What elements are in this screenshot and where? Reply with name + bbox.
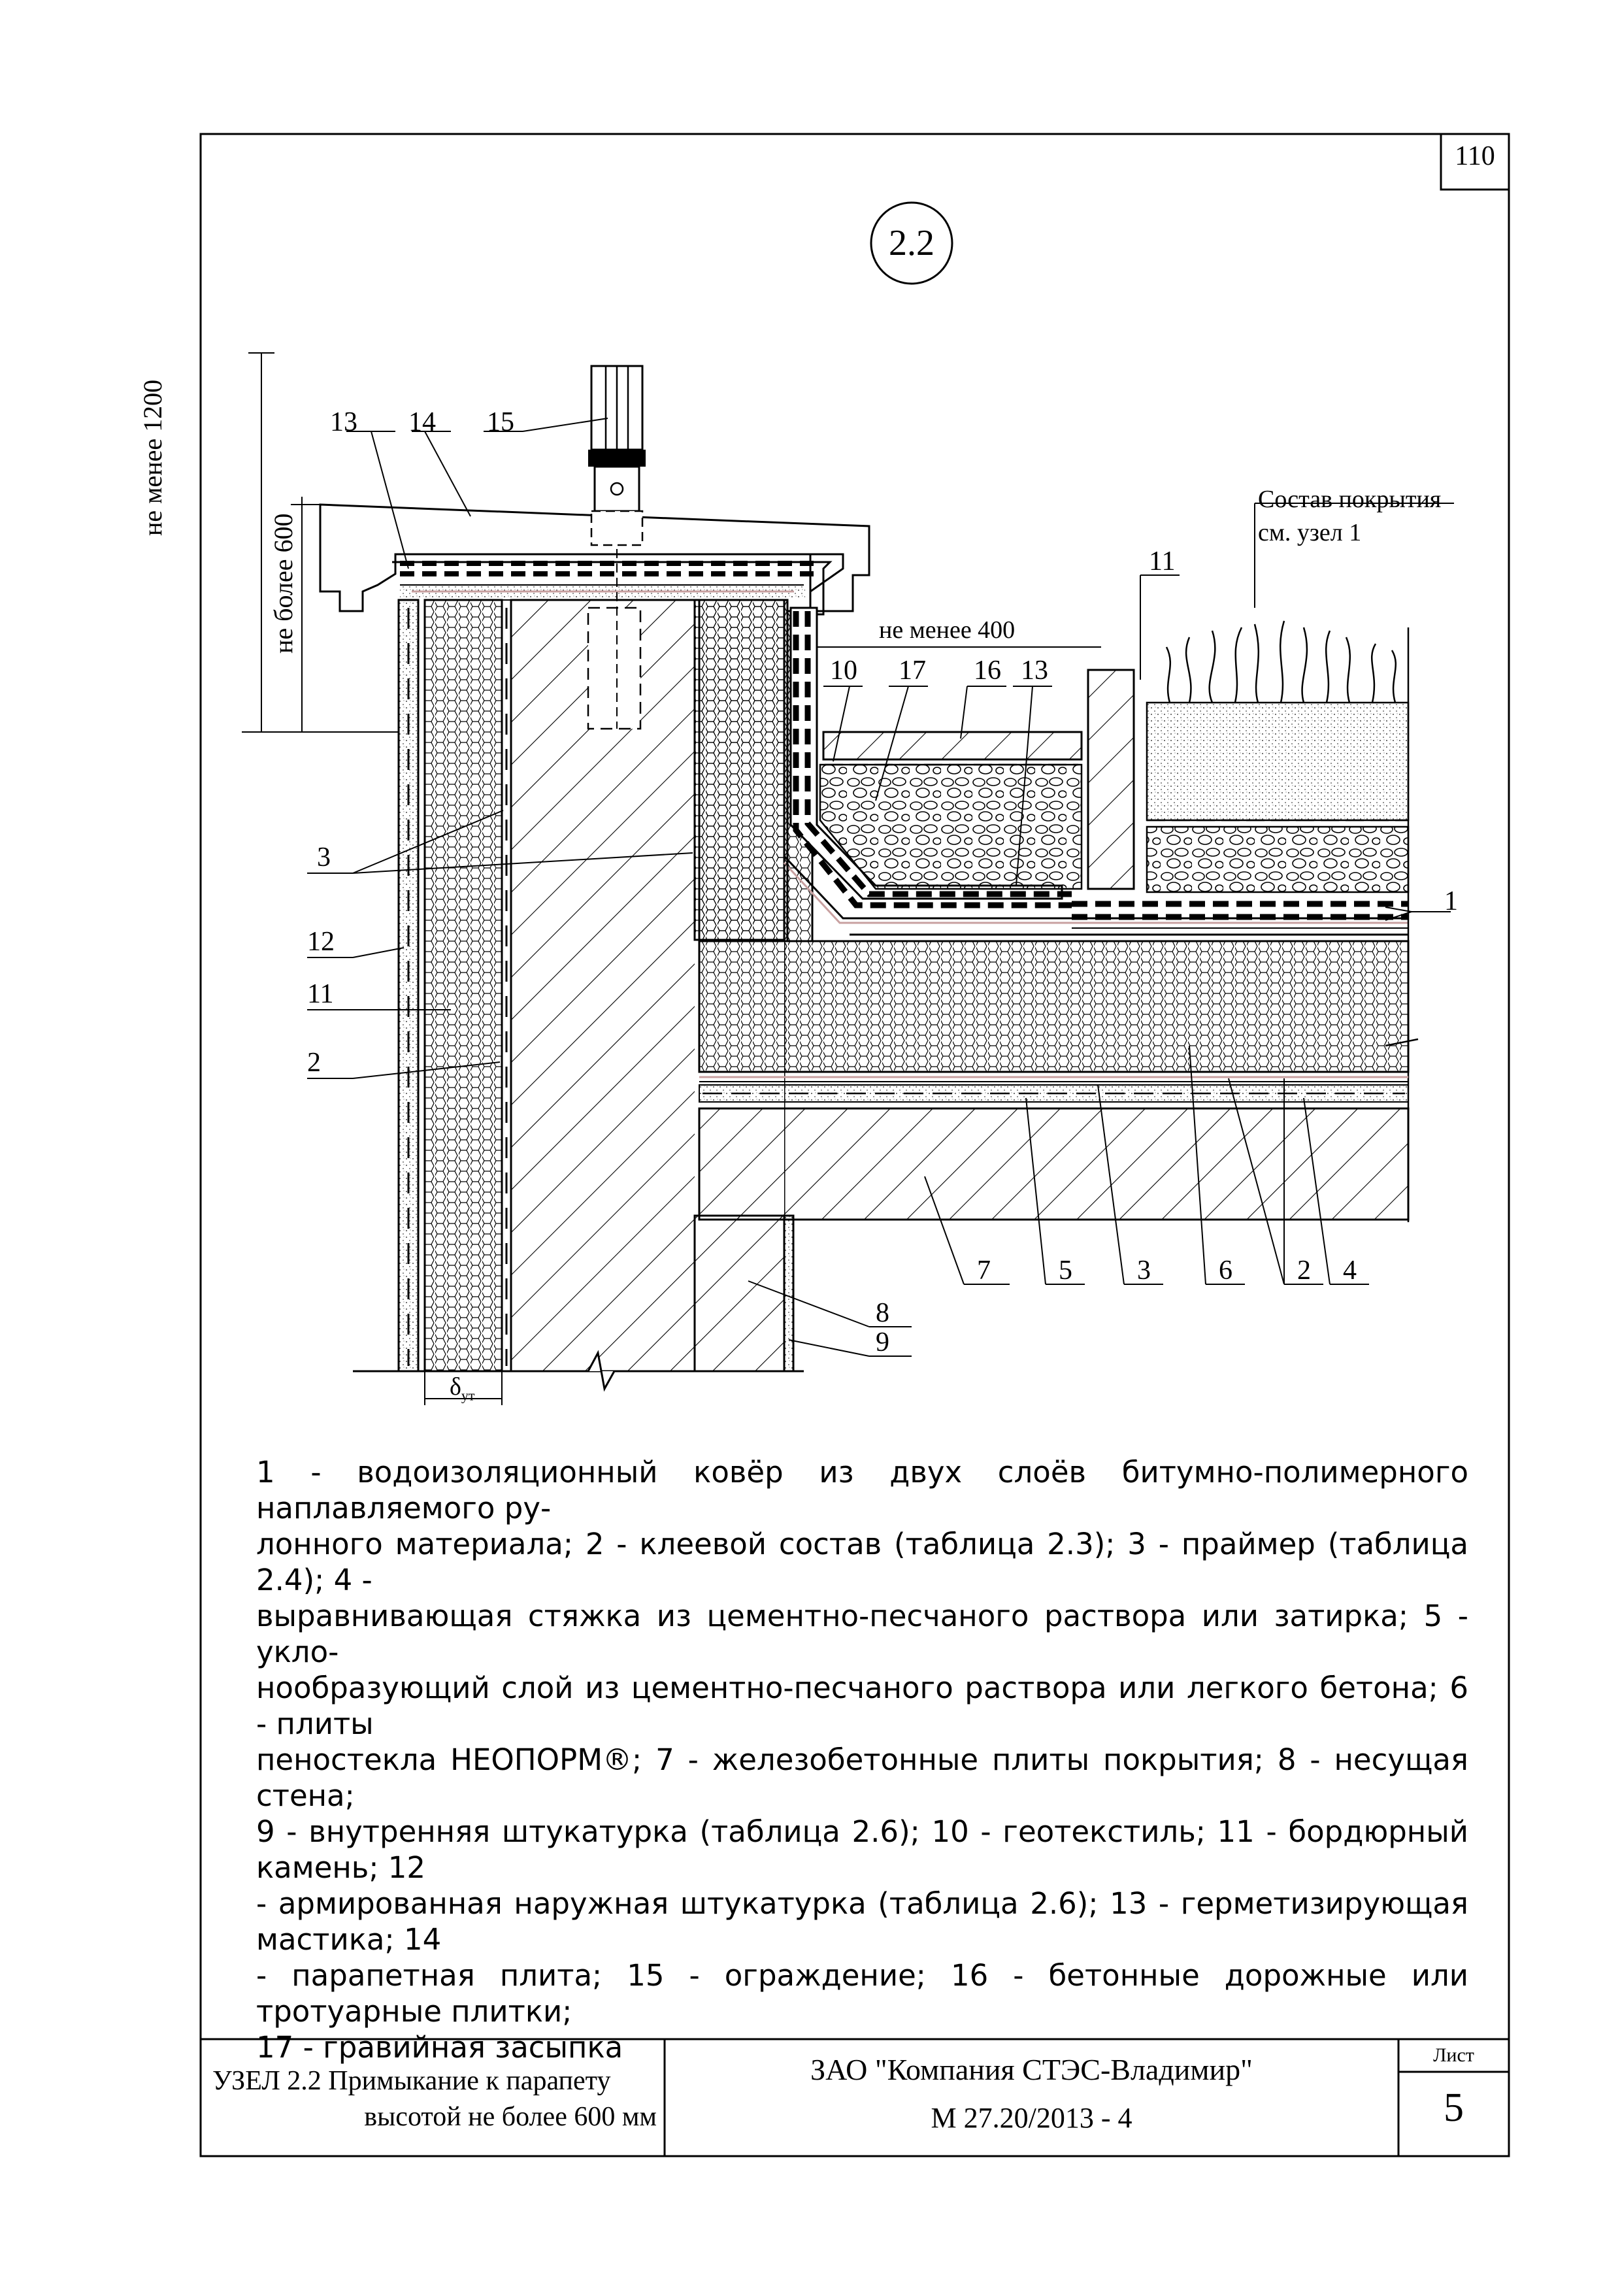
callout-2-left: 2 [307, 1048, 321, 1078]
callout-9: 9 [876, 1327, 889, 1357]
wall-insulation [425, 600, 502, 1371]
legend-line: нообразующий слой из цементно-песчаного раствора или легкого бетона; 6 - плиты [256, 1671, 1468, 1741]
legend [256, 1454, 1468, 2065]
callout-3-bottom: 3 [1137, 1256, 1151, 1286]
callout-10: 10 [830, 656, 857, 686]
legend-line: 1 - водоизоляционный ковёр из двух слоёв битумно-полимерного наплавляемого ру- [256, 1455, 1468, 1525]
callout-3-left: 3 [317, 842, 331, 873]
paving-tile [823, 732, 1082, 759]
border-stone [1088, 670, 1134, 889]
roof-insulation [699, 941, 1408, 1072]
title-line2: высотой не более 600 мм [364, 2102, 657, 2132]
company-name: ЗАО "Компания СТЭС-Владимир" [810, 2053, 1253, 2086]
legend-line: лонного материала; 2 - клеевой состав (таблица 2.3); 3 - праймер (таблица 2.4); 4 - [256, 1527, 1468, 1597]
sheet-label: Лист [1433, 2044, 1474, 2066]
legend-line: пеностекла НЕОПОРМ®; 7 - железобетонные плиты покрытия; 8 - несущая стена; [256, 1742, 1468, 1813]
roof-slab [699, 1108, 1408, 1220]
dim-vertical-outer: не менее 1200 [138, 379, 167, 536]
legend-line: выравнивающая стяжка из цементно-песчаного раствора или затирка; 5 - укло- [256, 1599, 1468, 1669]
dim-horizontal: не менее 400 [879, 616, 1016, 644]
callout-5: 5 [1059, 1256, 1072, 1286]
callout-13-top: 13 [330, 407, 357, 437]
callout-1: 1 [1444, 886, 1458, 916]
doc-code: М 27.20/2013 - 4 [931, 2102, 1132, 2134]
callout-16: 16 [974, 656, 1001, 686]
callout-6: 6 [1219, 1256, 1232, 1286]
legend-line: - парапетная плита; 15 - ограждение; 16 - бетонные дорожные или тротуарные плитки; [256, 1958, 1468, 2029]
callout-15: 15 [487, 407, 514, 437]
grass-icon [1166, 621, 1396, 703]
roof-note-line1: Состав покрытия [1258, 486, 1442, 513]
roof-note-line2: см. узел 1 [1258, 519, 1362, 546]
legend-line: 17 - гравийная засыпка [256, 2030, 623, 2065]
legend-line: - армированная наружная штукатурка (таблица 2.6); 13 - герметизирующая мастика; 14 [256, 1886, 1468, 1957]
callout-8: 8 [876, 1298, 889, 1328]
callout-11-left: 11 [307, 979, 334, 1009]
callout-17: 17 [899, 656, 926, 686]
dim-vertical-inner: не более 600 [269, 513, 298, 654]
callout-13-mid: 13 [1021, 656, 1048, 686]
page-number: 110 [1455, 141, 1495, 171]
callout-11-top: 11 [1149, 546, 1176, 576]
legend-line: 9 - внутренняя штукатурка (таблица 2.6); 10 - геотекстиль; 11 - бордюрный камень; 12 [256, 1814, 1468, 1885]
callout-7: 7 [977, 1256, 991, 1286]
sheet-number: 5 [1444, 2086, 1464, 2130]
node-id: 2.2 [889, 223, 934, 263]
title-line1: УЗЕЛ 2.2 Примыкание к парапету [212, 2066, 611, 2096]
callout-4: 4 [1343, 1256, 1357, 1286]
callout-2-bottom: 2 [1297, 1256, 1311, 1286]
callout-14: 14 [408, 407, 436, 437]
dim-insulation: $\delta_{ут}$ [450, 1373, 475, 1404]
callout-12: 12 [307, 927, 335, 957]
